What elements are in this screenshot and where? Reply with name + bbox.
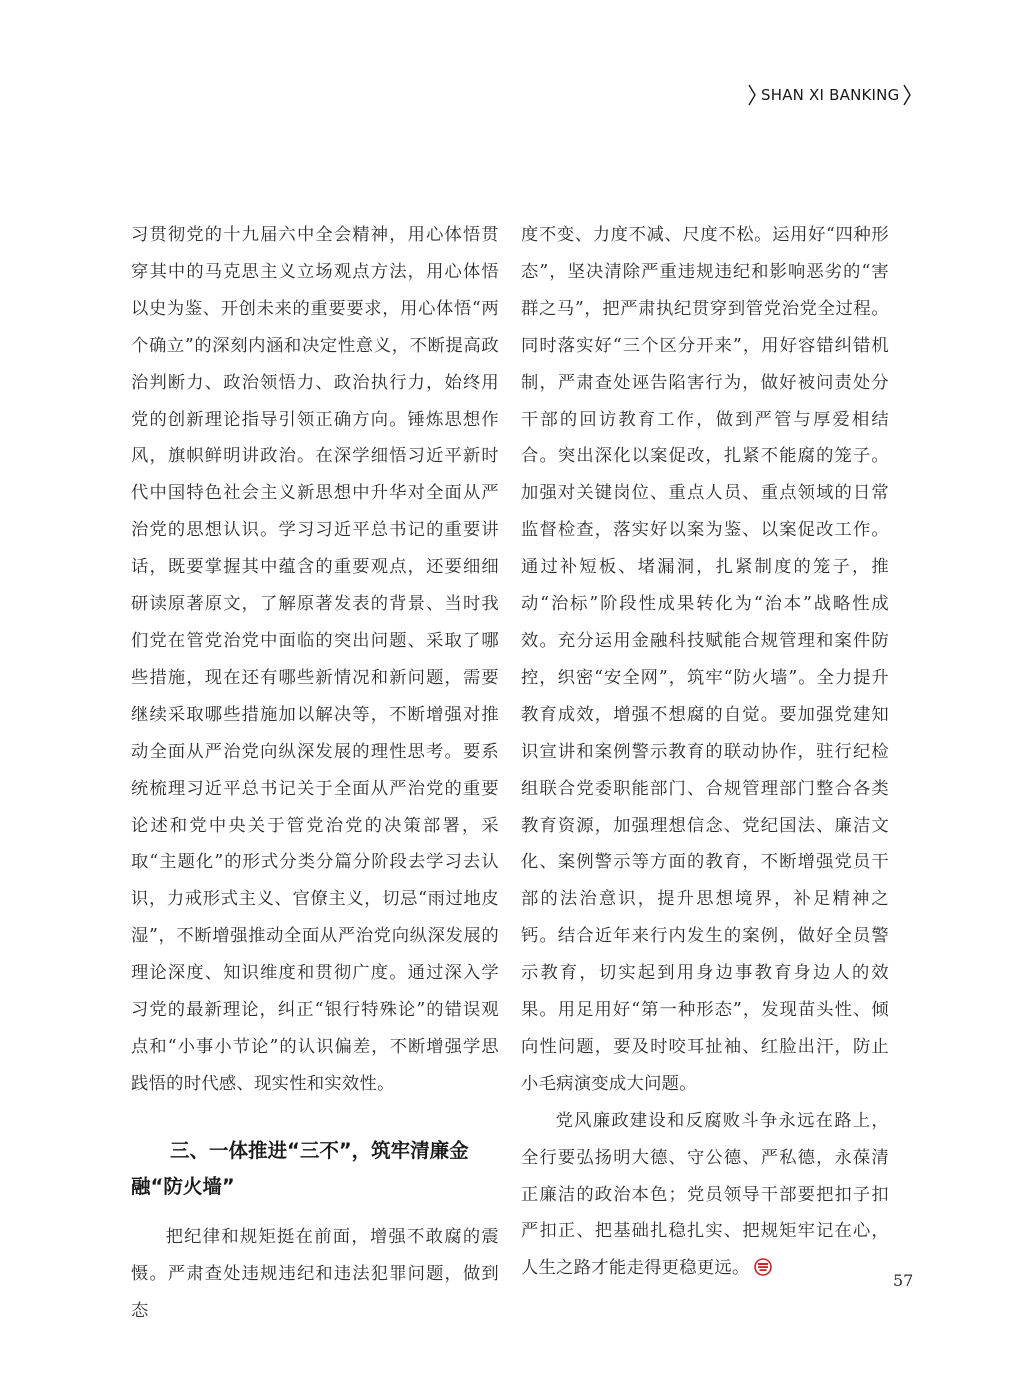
body-paragraph: 把纪律和规矩挺在前面，增强不敢腐的震慑。严肃查处违规违纪和违法犯罪问题，做到态 (131, 1226, 499, 1321)
chevron-right-icon (748, 84, 757, 106)
page-number: 57 (893, 1271, 914, 1290)
publication-logo-icon (754, 1258, 772, 1276)
section-heading: 三、一体推进“三不”，筑牢清廉金融“防火墙” (131, 1138, 469, 1198)
body-paragraph-closing (521, 1103, 889, 1288)
section-tag-label: SHAN XI BANKING (761, 86, 900, 104)
body-paragraph: 习贯彻党的十九届六中全会精神，用心体悟贯穿其中的马克思主义立场观点方法，用心体悟以史为鉴、开创未来的重要要求，用心体悟“两个确立”的深刻内涵和决定性意义，不断提高政治判断力、政治领悟力、政治执行力，始终用党的创新理论指导引领正确方向。锤炼思想作风，旗帜鲜明讲政治。在深学细悟习近平新时代中国特色社会主义新思想中升华对全面从严治党的思想认识。学习习近平总书记的重要讲话，既要掌握其中蕴含的重要观点，还要细细研读原著原文，了解原著发表的背景、当时我们党在管党治党中面临的突出问题、采取了哪些措施，现在还有哪些新情况和新问题，需要继续采取哪些措施加以解决等，不断增强对推动全面从严治党向纵深发展的理性思考。要系统梳理习近平总书记关于全面从严治党的重要论述和党中央关于管党治党的决策部署，采取“主题化”的形式分类分篇分阶段去学习去认识，力戒形式主义、官僚主义，切忌“雨过地皮湿”，不断增强推动全面从严治党向纵深发展的理论深度、知识维度和贯彻广度。通过深入学习党的最新理论，纠正“银行特殊论”的错误观点和“小事小节论”的认识偏差，不断增强学思践悟的时代感、现实性和实效性。 (131, 225, 499, 1094)
left-column (131, 217, 499, 1329)
chevron-right-icon (903, 84, 912, 106)
closing-text: 党风廉政建设和反腐败斗争永远在路上，全行要弘扬明大德、守公德、严私德，永葆清正廉洁的政治本色；党员领导干部要把扣子扣严扣正、把基础扎稳扎实、把规矩牢记在心，人生之路才能走得更稳更远。 (521, 1110, 889, 1279)
body-paragraph: 度不变、力度不减、尺度不松。运用好“四种形态”，坚决清除严重违规违纪和影响恶劣的“害群之马”，把严肃执纪贯穿到管党治党全过程。同时落实好“三个区分开来”，用好容错纠错机制，严肃查处诬告陷害行为，做好被问责处分干部的回访教育工作，做到严管与厚爱相结合。突出深化以案促改，扎紧不能腐的笼子。加强对关键岗位、重点人员、重点领域的日常监督检查，落实好以案为鉴、以案促改工作。通过补短板、堵漏洞，扎紧制度的笼子，推动“治标”阶段性成果转化为“治本”战略性成效。充分运用金融科技赋能合规管理和案件防控，织密“安全网”，筑牢“防火墙”。全力提升教育成效，增强不想腐的自觉。要加强党建知识宣讲和案例警示教育的联动协作，驻行纪检组联合党委职能部门、合规管理部门整合各类教育资源，加强理想信念、党纪国法、廉洁文化、案例警示等方面的教育，不断增强党员干部的法治意识，提升思想境界，补足精神之钙。结合近年来行内发生的案例，做好全员警示教育，切实起到用身边事教育身边人的效果。用足用好“第一种形态”，发现苗头性、倾向性问题，要及时咬耳扯袖、红脸出汗，防止小毛病演变成大问题。 (521, 225, 889, 1094)
right-column (521, 217, 889, 1287)
section-tag (748, 84, 912, 106)
